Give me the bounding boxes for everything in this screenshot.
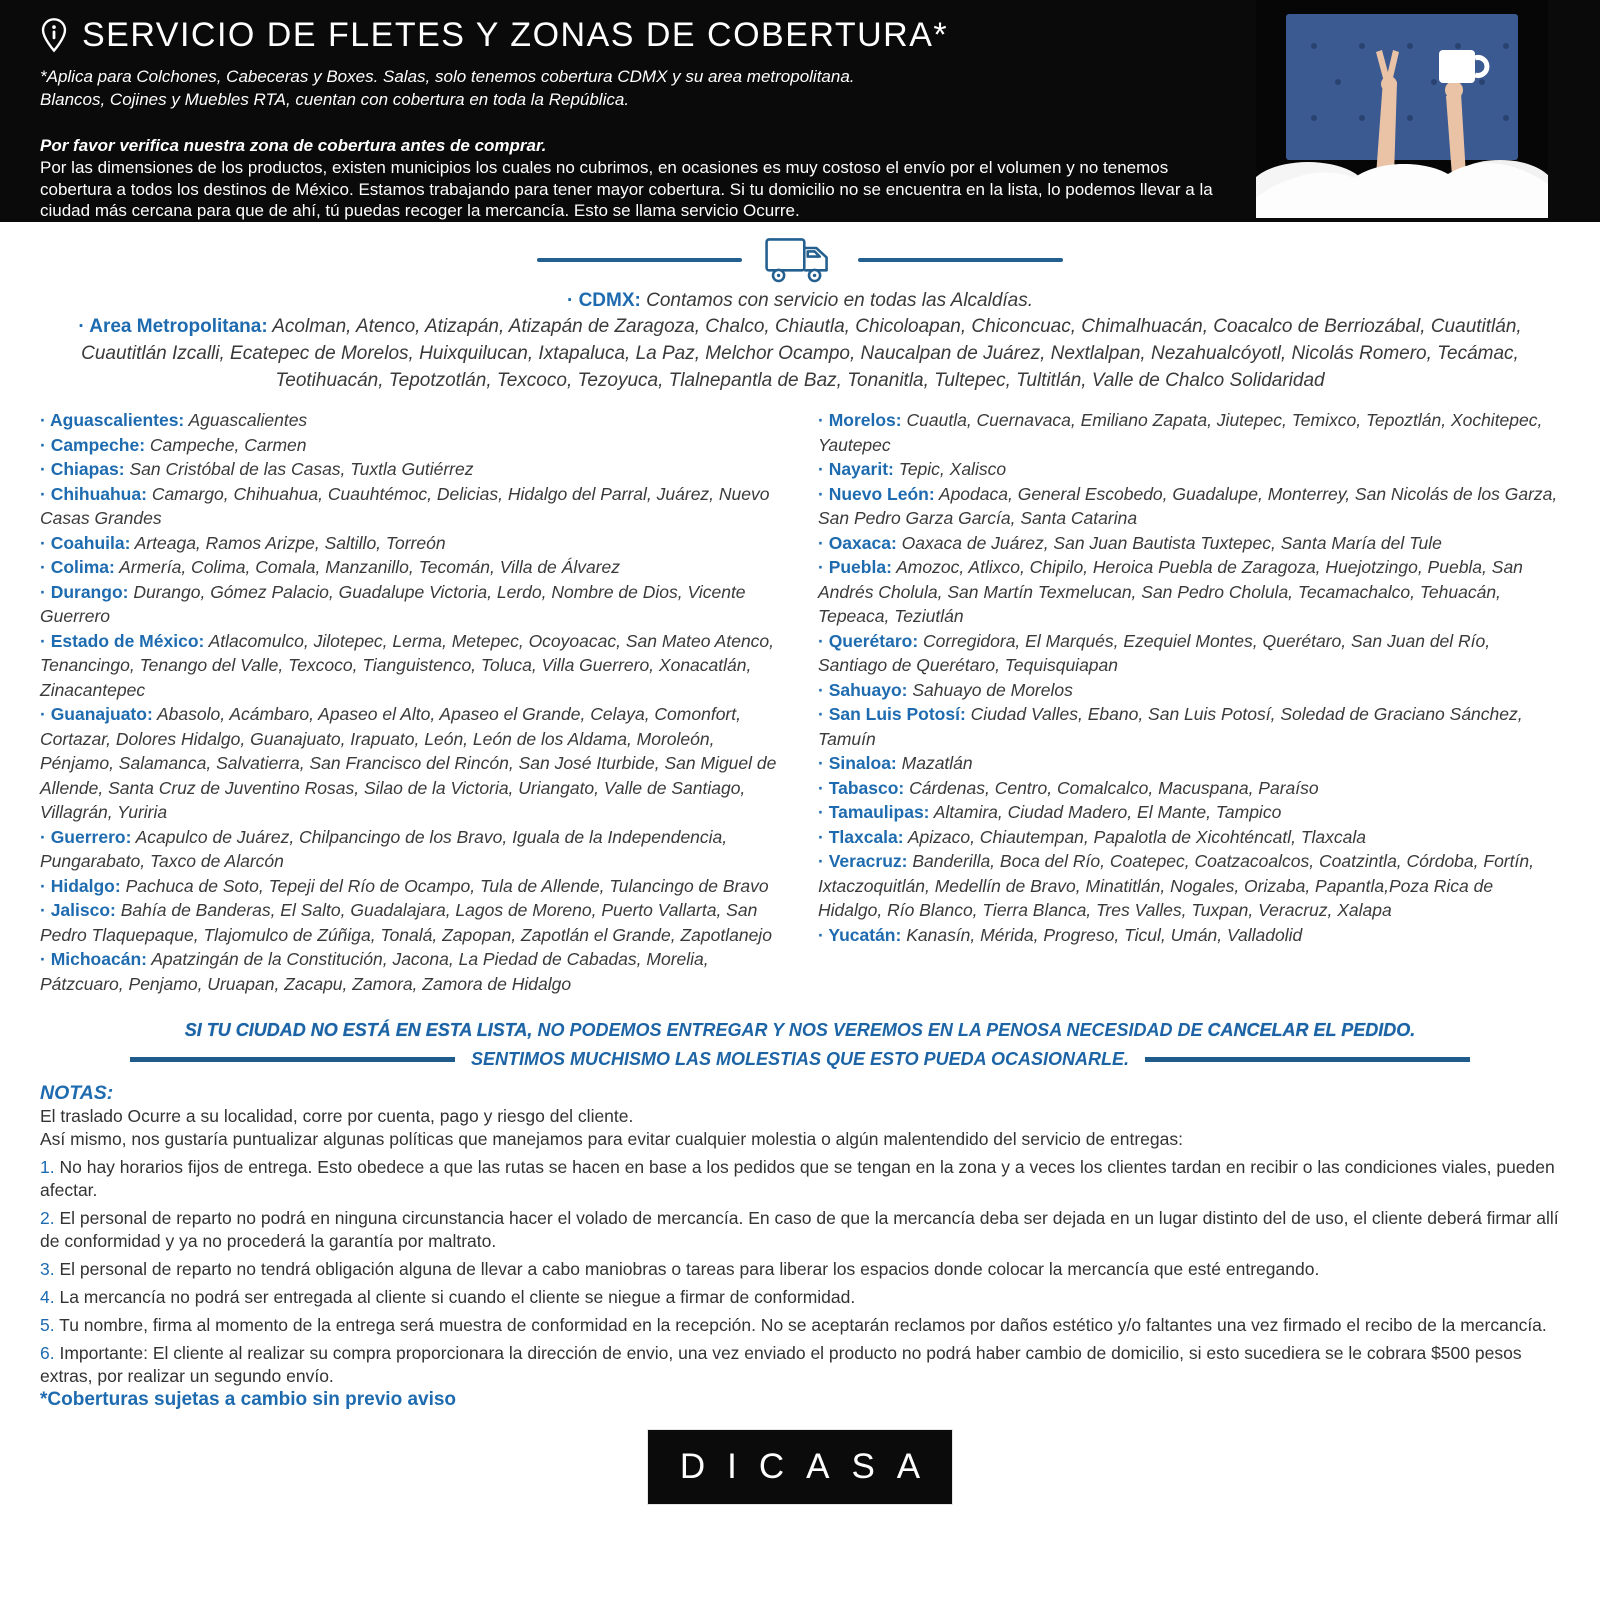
- divider-rule-right: [858, 258, 1063, 262]
- cdmx-line: [0, 290, 1600, 312]
- note-item: [40, 1156, 1560, 1202]
- note-item: [40, 1342, 1560, 1388]
- note-item: [40, 1207, 1560, 1253]
- state-cities: Bahía de Banderas, El Salto, Guadalajara, Lagos de Moreno, Puerto Vallarta, San Pedro Tlaquepaque, Tlajomulco de Zúñiga, Tonalá, Zapopan, Zapotlán el Grande, Zapotlanejo: [40, 900, 772, 945]
- state-entry: [818, 800, 1560, 825]
- state-name: · Coahuila:: [40, 532, 131, 553]
- state-name: · Puebla:: [818, 557, 892, 577]
- state-cities: Cárdenas, Centro, Comalcalco, Macuspana, Paraíso: [909, 777, 1319, 798]
- state-name: · Estado de México:: [40, 630, 205, 651]
- note-item: [40, 1258, 1560, 1281]
- note-text: La mercancía no podrá ser entregada al cliente si cuando el cliente se niegue a firmar de conformidad.: [59, 1287, 856, 1307]
- header-subtitle-line2: Blancos, Cojines y Muebles RTA, cuentan con cobertura en toda la República.: [40, 90, 630, 109]
- state-name: · Durango:: [40, 581, 129, 602]
- state-name: · Michoacán:: [40, 949, 147, 969]
- state-name: · Aguascalientes:: [40, 410, 185, 430]
- state-name: · San Luis Potosí:: [818, 704, 966, 724]
- note-text: El personal de reparto no podrá en ninguna circunstancia hacer el volado de mercancía. En caso de que la mercancía deba ser dejada en un lugar distinto del de uso, el cliente deberá firmar allí de conformidad y ya no procederá la garantía por maltrato.: [40, 1208, 1559, 1251]
- state-cities: Pachuca de Soto, Tepeji del Río de Ocampo, Tula de Allende, Tulancingo de Bravo: [125, 875, 769, 896]
- state-cities: San Cristóbal de las Casas, Tuxtla Gutiérrez: [129, 459, 474, 479]
- state-name: · Sinaloa:: [818, 753, 897, 773]
- warning-rule-left: [130, 1057, 455, 1062]
- state-name: · Veracruz:: [818, 851, 908, 871]
- state-entry: [40, 825, 782, 874]
- state-name: · Colima:: [40, 557, 115, 577]
- state-entry: [818, 776, 1560, 801]
- cdmx-text: Contamos con servicio en todas las Alcaldías.: [646, 290, 1034, 311]
- warning-strong2: CANCELAR EL PEDIDO.: [1207, 1020, 1416, 1040]
- state-name: · Jalisco:: [40, 900, 116, 920]
- warning-rule-right: [1145, 1057, 1470, 1062]
- divider-rule-left: [537, 258, 742, 262]
- cancellation-warning: [0, 1020, 1600, 1070]
- state-entry: [818, 923, 1560, 948]
- header-subtitle: [40, 65, 1230, 111]
- state-cities: Sahuayo de Morelos: [912, 679, 1073, 700]
- state-entry: [818, 702, 1560, 751]
- state-entry: [40, 408, 782, 433]
- state-cities: Atlacomulco, Jilotepec, Lerma, Metepec, Ocoyoacac, San Mateo Atenco, Tenancingo, Tenango del Valle, Texcoco, Tianguistenco, Toluca, Villa Guerrero, Xonacatlán, Zinacantepec: [40, 630, 775, 700]
- state-cities: Apatzingán de la Constitución, Jacona, La Piedad de Cabadas, Morelia, Pátzcuaro, Penjamo, Uruapan, Zacapu, Zamora, Zamora de Hidalgo: [40, 949, 709, 994]
- state-cities: Oaxaca de Juárez, San Juan Bautista Tuxtepec, Santa María del Tule: [901, 532, 1442, 553]
- note-text: No hay horarios fijos de entrega. Esto obedece a que las rutas se hacen en base a los pedidos que se tengan en la zona y a veces los clientes tardan en recibir o las condiciones viales, pueden afectar.: [40, 1157, 1555, 1200]
- state-cities: Ciudad Valles, Ebano, San Luis Potosí, Soledad de Graciano Sánchez, Tamuín: [818, 704, 1523, 749]
- state-entry: [40, 702, 782, 825]
- state-entry: [40, 898, 782, 947]
- note-text: Importante: El cliente al realizar su compra proporcionara la dirección de envio, una vez enviado el producto no podrá haber cambio de domicilio, si esto sucediera se le cobrara $500 pesos extras, por realizar un segundo envío.: [40, 1343, 1522, 1386]
- state-name: · Tlaxcala:: [818, 826, 904, 847]
- state-name: · Yucatán:: [818, 924, 902, 945]
- warning-strong1: SI TU CIUDAD NO ESTÁ EN ESTA LISTA,: [184, 1020, 533, 1040]
- state-name: · Chihuahua:: [40, 483, 147, 504]
- state-cities: Camargo, Chihuahua, Cuauhtémoc, Delicias, Hidalgo del Parral, Juárez, Nuevo Casas Grandes: [40, 483, 770, 528]
- state-entry: [818, 482, 1560, 531]
- state-cities: Aguascalientes: [188, 410, 308, 430]
- state-name: · Morelos:: [818, 410, 902, 430]
- state-entry: [818, 408, 1560, 457]
- coverage-columns: [0, 408, 1600, 996]
- states-column-left: [40, 408, 782, 996]
- state-cities: Corregidora, El Marqués, Ezequiel Montes, Querétaro, San Juan del Río, Santiago de Querétaro, Tequisquiapan: [818, 630, 1491, 675]
- page-title: SERVICIO DE FLETES Y ZONAS DE COBERTURA*: [82, 16, 949, 54]
- state-name: · Hidalgo:: [40, 875, 121, 896]
- state-name: · Oaxaca:: [818, 532, 897, 553]
- state-cities: Durango, Gómez Palacio, Guadalupe Victoria, Lerdo, Nombre de Dios, Vicente Guerrero: [40, 581, 746, 626]
- state-name: · Tabasco:: [818, 777, 905, 798]
- metro-label: · Area Metropolitana:: [78, 316, 268, 337]
- state-cities: Armería, Colima, Comala, Manzanillo, Tecomán, Villa de Álvarez: [119, 557, 620, 577]
- note-number: 6.: [40, 1343, 55, 1363]
- state-entry: [818, 678, 1560, 703]
- warning-apology: SENTIMOS MUCHISMO LAS MOLESTIAS QUE ESTO PUEDA OCASIONARLE.: [470, 1049, 1130, 1069]
- metro-area-paragraph: [38, 313, 1562, 394]
- state-entry: [818, 849, 1560, 923]
- state-cities: Kanasín, Mérida, Progreso, Ticul, Umán, Valladolid: [906, 924, 1303, 945]
- header-subtitle-line1: *Aplica para Colchones, Cabeceras y Boxes. Salas, solo tenemos cobertura CDMX y su area metropolitana.: [40, 67, 855, 86]
- state-entry: [818, 825, 1560, 850]
- notes-intro2: Así mismo, nos gustaría puntualizar algunas políticas que manejamos para evitar cualquier molestia o algún malentendido del servicio de entregas:: [40, 1129, 1183, 1149]
- states-column-right: [818, 408, 1560, 996]
- dicasa-logo: [647, 1429, 953, 1505]
- note-text: El personal de reparto no tendrá obligación alguna de llevar a cabo maniobras o tareas para liberar los espacios donde colocar la mercancía que esté entregando.: [59, 1259, 1320, 1279]
- bedding: [1256, 160, 1548, 218]
- headboard-photo: [1256, 0, 1548, 218]
- state-cities: Mazatlán: [901, 753, 973, 773]
- state-name: · Guanajuato:: [40, 704, 153, 724]
- state-entry: [40, 433, 782, 458]
- state-name: · Chiapas:: [40, 459, 125, 479]
- notes-list: [40, 1156, 1560, 1388]
- dicasa-logo-text: DICASA: [679, 1447, 943, 1486]
- state-name: · Nuevo León:: [818, 483, 935, 504]
- state-entry: [40, 580, 782, 629]
- cdmx-label: · CDMX:: [566, 290, 641, 311]
- warning-line1: [0, 1020, 1600, 1041]
- state-cities: Altamira, Ciudad Madero, El Mante, Tampico: [933, 802, 1282, 822]
- state-entry: [40, 531, 782, 556]
- state-cities: Amozoc, Atlixco, Chipilo, Heroica Puebla de Zaragoza, Huejotzingo, Puebla, San Andrés Cholula, San Martín Texmelucan, San Pedro Cholula, Tecamachalco, Tehuacán, Tepeaca, Teziutlán: [818, 557, 1523, 626]
- state-cities: Cuautla, Cuernavaca, Emiliano Zapata, Jiutepec, Temixco, Tepoztlán, Xochitepec, Yautepec: [818, 410, 1543, 455]
- note-number: 1.: [40, 1157, 55, 1177]
- header-body-text: Por las dimensiones de los productos, existen municipios los cuales no cubrimos, en ocasiones es muy costoso el envío por el volumen y no tenemos cobertura a todos los destinos de México. Estamos trabajando para tener mayor cobertura. Si tu domicilio no se encuentra en la lista, lo podemos llevar a la ciudad más cercana para que de ahí, tú puedas recoger la mercancía. Esto se llama servicio Ocurre.: [40, 158, 1213, 220]
- coverage-disclaimer: *Coberturas sujetas a cambio sin previo aviso: [40, 1389, 457, 1410]
- state-name: · Campeche:: [40, 434, 146, 455]
- notes-section: [0, 1082, 1600, 1411]
- header-verify-line: Por favor verifica nuestra zona de cobertura antes de comprar.: [40, 136, 547, 155]
- state-cities: Tepic, Xalisco: [898, 459, 1007, 479]
- location-pin-info-icon: [40, 17, 68, 54]
- state-name: · Querétaro:: [818, 630, 919, 651]
- state-entry: [40, 482, 782, 531]
- notes-intro1: El traslado Ocurre a su localidad, corre por cuenta, pago y riesgo del cliente.: [40, 1106, 634, 1126]
- state-entry: [818, 555, 1560, 629]
- notes-heading: NOTAS:: [40, 1082, 114, 1104]
- state-entry: [818, 751, 1560, 776]
- state-cities: Acapulco de Juárez, Chilpancingo de los Bravo, Iguala de la Independencia, Pungarabato, Taxco de Alarcón: [40, 826, 728, 871]
- state-name: · Sahuayo:: [818, 679, 908, 700]
- warning-line2: [0, 1049, 1600, 1070]
- state-entry: [818, 629, 1560, 678]
- warning-mid: NO PODEMOS ENTREGAR Y NOS VEREMOS EN LA PENOSA NECESIDAD DE: [532, 1020, 1208, 1040]
- truck-divider: [0, 234, 1600, 286]
- delivery-truck-icon: [764, 235, 836, 285]
- state-entry: [818, 531, 1560, 556]
- state-entry: [818, 457, 1560, 482]
- note-number: 2.: [40, 1208, 55, 1228]
- header-banner: [0, 0, 1600, 222]
- state-name: · Tamaulipas:: [818, 802, 930, 822]
- note-number: 5.: [40, 1315, 55, 1335]
- state-cities: Abasolo, Acámbaro, Apaseo el Alto, Apaseo el Grande, Celaya, Comonfort, Cortazar, Dolores Hidalgo, Guanajuato, Irapuato, León, León de los Aldama, Moroleón, Pénjamo, Salamanca, Salvatierra, San Francisco del Rincón, San José Iturbide, San Miguel de Allende, Santa Cruz de Juventino Rosas, Silao de la Victoria, Uriangato, Valle de Santiago, Villagrán, Yuriria: [40, 704, 777, 822]
- state-entry: [40, 874, 782, 899]
- state-cities: Campeche, Carmen: [149, 434, 307, 455]
- state-cities: Arteaga, Ramos Arizpe, Saltillo, Torreón: [134, 532, 446, 553]
- state-entry: [40, 555, 782, 580]
- state-name: · Nayarit:: [818, 459, 894, 479]
- state-name: · Guerrero:: [40, 826, 132, 847]
- note-number: 3.: [40, 1259, 55, 1279]
- note-text: Tu nombre, firma al momento de la entrega será muestra de conformidad en la recepción. No se aceptarán reclamos por daños estético y/o faltantes una vez firmado el recibo de la mercancía.: [59, 1315, 1547, 1335]
- metro-cities: Acolman, Atenco, Atizapán, Atizapán de Zaragoza, Chalco, Chiautla, Chicoloapan, Chiconcuac, Chimalhuacán, Coacalco de Berriozábal, Cuautitlán, Cuautitlán Izcalli, Ecatepec de Morelos, Huixquilucan, Ixtapaluca, La Paz, Melchor Ocampo, Naucalpan de Juárez, Nextlalpan, Nezahualcóyotl, Nicolás Romero, Tecámac, Teotihuacán, Tepotzotlán, Texcoco, Tezoyuca, Tlalnepantla de Baz, Tonanitla, Tultepec, Tultitlán, Valle de Chalco Solidaridad: [81, 316, 1522, 391]
- state-entry: [40, 629, 782, 703]
- state-cities: Apodaca, General Escobedo, Guadalupe, Monterrey, San Nicolás de los Garza, San Pedro Garza García, Santa Catarina: [818, 483, 1558, 528]
- note-item: [40, 1286, 1560, 1309]
- note-number: 4.: [40, 1287, 55, 1307]
- note-item: [40, 1314, 1560, 1337]
- state-entry: [40, 947, 782, 996]
- state-cities: Banderilla, Boca del Río, Coatepec, Coatzacoalcos, Coatzintla, Córdoba, Fortín, Ixtaczoquitlán, Medellín de Bravo, Minatitlán, Nogales, Orizaba, Papantla,Poza Rica de Hidalgo, Río Blanco, Tierra Blanca, Tres Valles, Tuxpan, Veracruz, Xalapa: [818, 851, 1534, 920]
- state-entry: [40, 457, 782, 482]
- state-cities: Apizaco, Chiautempan, Papalotla de Xicohténcatl, Tlaxcala: [907, 826, 1367, 847]
